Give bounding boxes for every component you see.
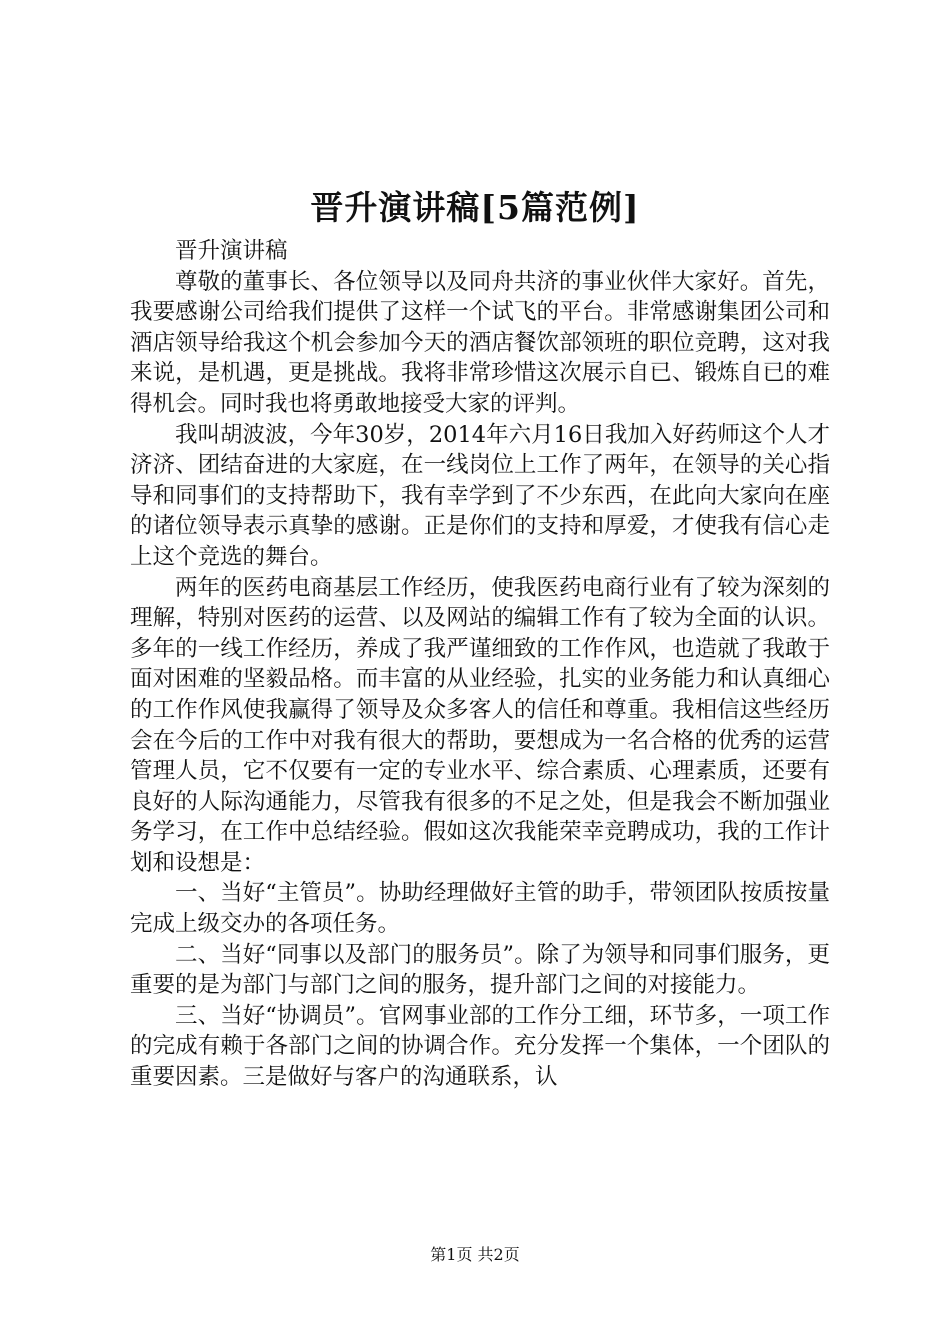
paragraph-heading: 晋升演讲稿 — [175, 238, 288, 264]
paragraph-plan-2: 二、当好“同事以及部门的服务员”。除了为领导和同事们服务，更重要的是为部门与部门之间的服务，提升部门之间的对接能力。 — [130, 941, 830, 999]
paragraph-experience: 两年的医药电商基层工作经历，使我医药电商行业有了较为深刻的理解，特别对医药的运营、以及网站的编辑工作有了较为全面的认识。多年的一线工作经历，养成了我严谨细致的工作作风，也造就了我敢于面对困难的坚毅品格。而丰富的从业经验，扎实的业务能力和认真细心的工作作风使我赢得了领导及众多客人的信任和尊重。我相信这些经历会在今后的工作中对我有很大的帮助，要想成为一名合格的优秀的运营管理人员，它不仅要有一定的专业水平、综合素质、心理素质，还要有良好的人际沟通能力，尽管我有很多的不足之处，但是我会不断加强业务学习，在工作中总结经验。假如这次我能荣幸竞聘成功，我的工作计划和设想是： — [130, 574, 830, 876]
document-title: 晋升演讲稿[5篇范例] — [310, 188, 640, 227]
paragraph-introduction: 我叫胡波波，今年30岁，2014年六月16日我加入好药师这个人才济济、团结奋进的大家庭，在一线岗位上工作了两年，在领导的关心指导和同事们的支持帮助下，我有幸学到了不少东西，在此向大家向在座的诸位领导表示真挚的感谢。正是你们的支持和厚爱，才使我有信心走上这个竞选的舞台。 — [130, 421, 830, 570]
page-footer: 第1页 共2页 — [430, 1245, 520, 1264]
paragraph-plan-1: 一、当好“主管员”。协助经理做好主管的助手，带领团队按质按量完成上级交办的各项任务。 — [130, 880, 830, 938]
document-body — [130, 236, 830, 1093]
paragraph-greeting: 尊敬的董事长、各位领导以及同舟共济的事业伙伴大家好。首先，我要感谢公司给我们提供了这样一个试飞的平台。非常感谢集团公司和酒店领导给我这个机会参加今天的酒店餐饮部领班的职位竞聘，这对我来说，是机遇，更是挑战。我将非常珍惜这次展示自已、锻炼自已的难得机会。同时我也将勇敢地接受大家的评判。 — [130, 268, 830, 417]
paragraph-plan-3: 三、当好“协调员”。官网事业部的工作分工细，环节多，一项工作的完成有赖于各部门之间的协调合作。充分发挥一个集体，一个团队的重要因素。三是做好与客户的沟通联系，认 — [130, 1002, 830, 1091]
